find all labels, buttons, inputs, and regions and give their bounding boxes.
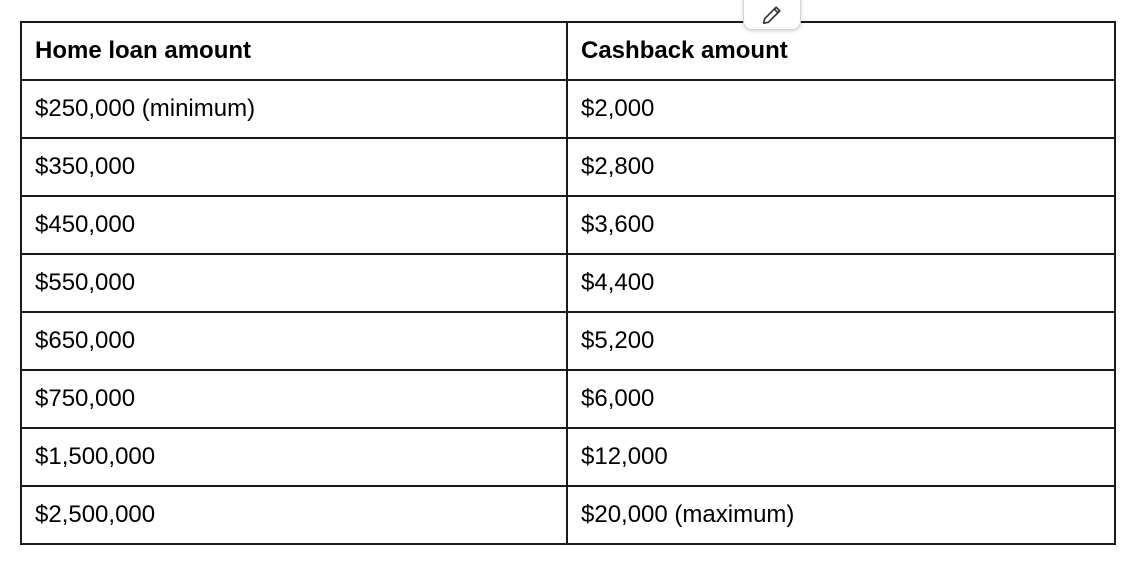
table-row [21, 80, 1115, 138]
table-row [21, 428, 1115, 486]
loan-amount-cell: $550,000 [21, 254, 567, 312]
loan-amount-cell: $750,000 [21, 370, 567, 428]
header-cashback-amount: Cashback amount [567, 22, 1115, 80]
loan-amount-cell: $650,000 [21, 312, 567, 370]
table-row [21, 486, 1115, 544]
cashback-amount-cell: $20,000 (maximum) [567, 486, 1115, 544]
table-header-row [21, 22, 1115, 80]
loan-amount-cell: $2,500,000 [21, 486, 567, 544]
pencil-icon [761, 4, 783, 26]
loan-amount-cell: $250,000 (minimum) [21, 80, 567, 138]
cashback-amount-cell: $4,400 [567, 254, 1115, 312]
loan-amount-cell: $1,500,000 [21, 428, 567, 486]
cashback-table-container [20, 21, 1114, 545]
loan-amount-cell: $350,000 [21, 138, 567, 196]
cashback-amount-cell: $12,000 [567, 428, 1115, 486]
table-row [21, 196, 1115, 254]
cashback-amount-cell: $6,000 [567, 370, 1115, 428]
table-row [21, 312, 1115, 370]
header-home-loan-amount: Home loan amount [21, 22, 567, 80]
table-row [21, 138, 1115, 196]
cashback-table [20, 21, 1116, 545]
table-row [21, 370, 1115, 428]
cashback-amount-cell: $2,000 [567, 80, 1115, 138]
cashback-amount-cell: $2,800 [567, 138, 1115, 196]
table-row [21, 254, 1115, 312]
edit-button[interactable] [743, 0, 801, 30]
loan-amount-cell: $450,000 [21, 196, 567, 254]
cashback-amount-cell: $5,200 [567, 312, 1115, 370]
cashback-amount-cell: $3,600 [567, 196, 1115, 254]
